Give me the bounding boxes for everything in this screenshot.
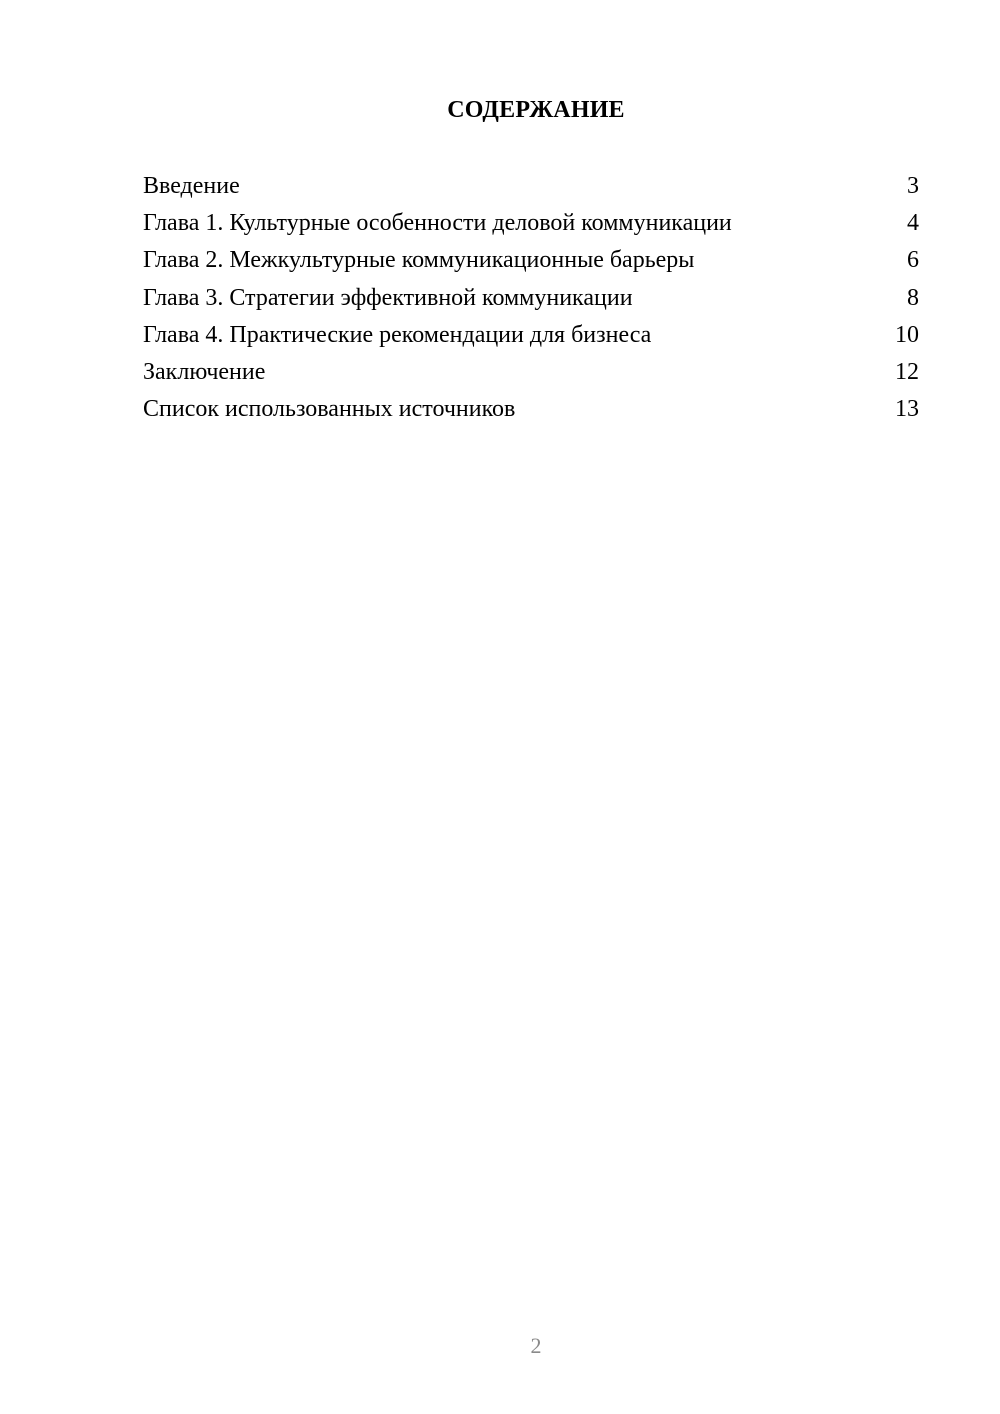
toc-entry-chapter-3 [143,280,919,317]
toc-entry-page: 13 [895,396,919,423]
toc-entry-label: Глава 3. Стратегии эффективной коммуникации [143,284,633,311]
toc-entry-page: 12 [895,358,919,385]
toc-entry-page: 4 [907,210,919,237]
toc-entry-chapter-2 [143,242,919,279]
toc-entry-label: Введение [143,173,240,199]
toc-entry-page: 10 [895,321,919,348]
toc-entry-page: 3 [907,173,919,199]
toc-title: СОДЕРЖАНИЕ [447,97,625,123]
toc-entry-label: Глава 2. Межкультурные коммуникационные барьеры [143,247,695,274]
toc-entry-page: 6 [907,247,919,274]
toc-entry-label: Заключение [143,358,266,385]
toc-entry-conclusion [143,354,919,391]
page-number: 2 [530,1333,542,1358]
toc-entry-references [143,391,919,428]
toc-entry-page: 8 [907,284,919,311]
toc-entry-label: Список использованных источников [143,396,516,423]
toc-entry-label: Глава 4. Практические рекомендации для бизнеса [143,321,652,348]
toc-entry-chapter-4 [143,317,919,354]
table-of-contents [143,168,919,428]
toc-entry-label: Глава 1. Культурные особенности деловой коммуникации [143,210,732,237]
toc-entry-chapter-1 [143,205,919,242]
toc-entry-introduction [143,168,919,205]
